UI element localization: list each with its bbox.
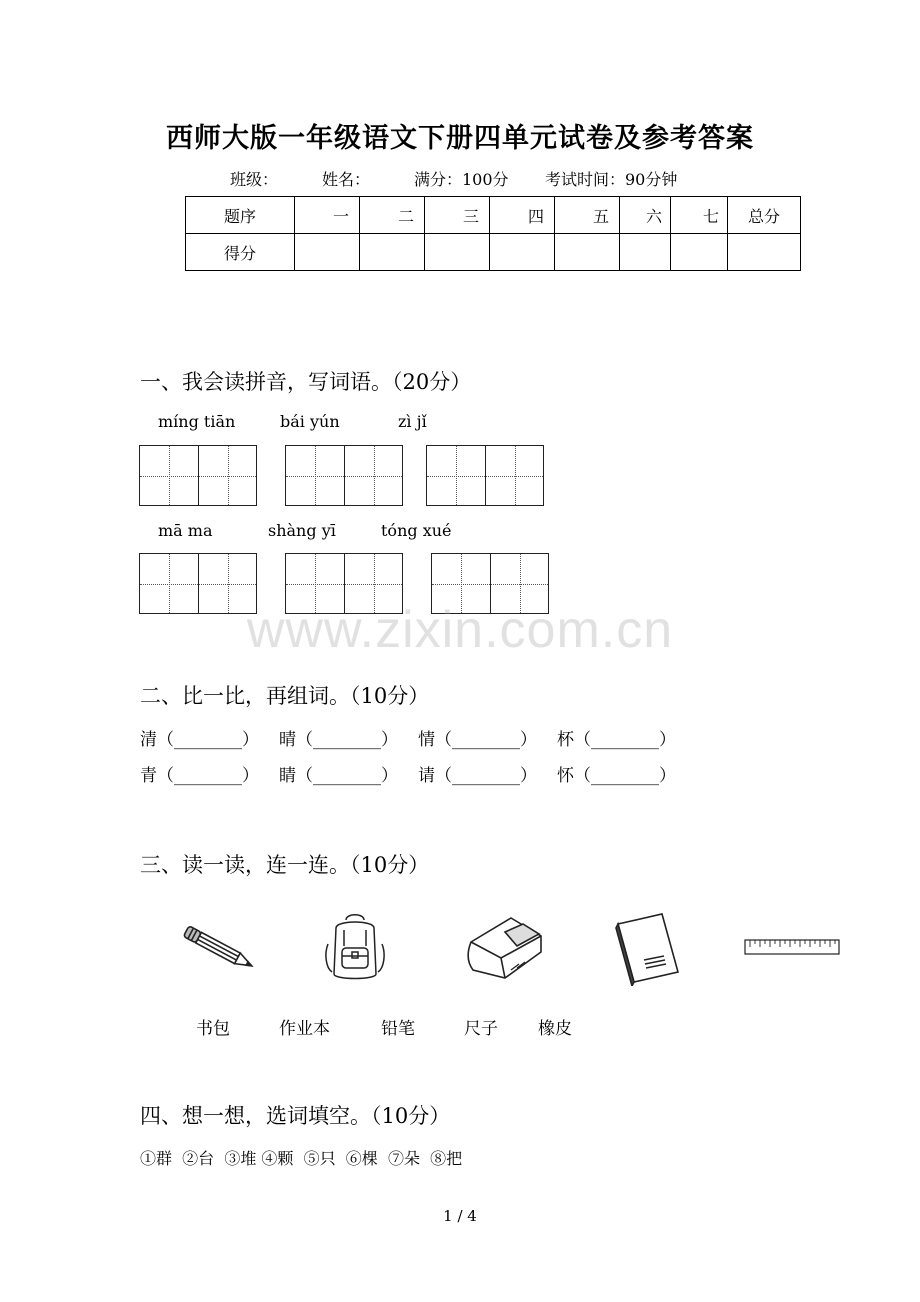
pinyin-label: tóng xué	[381, 521, 452, 540]
compare-item: 晴（________）	[279, 730, 398, 750]
writing-grid	[426, 445, 544, 506]
word-label: 书包	[196, 1019, 230, 1039]
section2-heading: 二、比一比，再组词。（10分）	[140, 684, 430, 708]
table-header-cell: 四	[490, 197, 555, 234]
pinyin-label: zì jǐ	[398, 412, 427, 431]
table-header-cell: 三	[425, 197, 490, 234]
table-header-cell: 总分	[728, 197, 801, 234]
compare-item: 情（________）	[418, 730, 537, 750]
table-header-cell: 题序	[186, 197, 295, 234]
score-cell	[671, 234, 728, 271]
full-score: 满分：100分	[414, 170, 509, 189]
compare-item: 杯（________）	[557, 730, 676, 750]
pinyin-label: bái yún	[280, 412, 340, 431]
score-cell	[490, 234, 555, 271]
table-header-cell: 一	[295, 197, 360, 234]
table-header-cell: 六	[620, 197, 671, 234]
section4-heading: 四、想一想，选词填空。（10分）	[140, 1104, 451, 1128]
table-header-cell: 七	[671, 197, 728, 234]
score-table-header-row	[186, 197, 801, 234]
word-label: 作业本	[279, 1019, 330, 1039]
compare-item: 清（________）	[140, 730, 259, 750]
score-table	[185, 196, 801, 271]
exam-time: 考试时间：90分钟	[545, 170, 678, 189]
ruler-icon	[744, 938, 840, 956]
score-table-score-row	[186, 234, 801, 271]
compare-item: 怀（________）	[557, 766, 676, 786]
compare-item: 睛（________）	[279, 766, 398, 786]
word-label: 尺子	[464, 1019, 498, 1039]
compare-item: 青（________）	[140, 766, 259, 786]
score-cell	[360, 234, 425, 271]
section3-heading: 三、读一读，连一连。（10分）	[140, 853, 430, 877]
score-cell	[425, 234, 490, 271]
word-label: 橡皮	[538, 1019, 572, 1039]
score-cell	[555, 234, 620, 271]
table-header-cell: 二	[360, 197, 425, 234]
writing-grid	[285, 445, 403, 506]
section1-heading: 一、我会读拼音，写词语。（20分）	[140, 370, 472, 394]
measure-word-options: ①群 ②台 ③堆 ④颗 ⑤只 ⑥棵 ⑦朵 ⑧把	[140, 1149, 463, 1168]
score-cell	[620, 234, 671, 271]
word-label: 铅笔	[381, 1019, 415, 1039]
class-label: 班级：	[230, 170, 279, 189]
watermark: www.zixin.com.cn	[246, 601, 674, 659]
pencil-icon	[176, 922, 260, 974]
name-label: 姓名：	[322, 170, 371, 189]
pinyin-label: mā ma	[158, 521, 213, 540]
page-title: 西师大版一年级语文下册四单元试卷及参考答案	[166, 123, 754, 154]
table-header-cell: 五	[555, 197, 620, 234]
table-row-label: 得分	[186, 234, 295, 271]
book-icon	[612, 910, 682, 986]
writing-grid	[139, 445, 257, 506]
backpack-icon	[322, 910, 388, 984]
pinyin-label: shàng yī	[268, 521, 336, 540]
compare-item: 请（________）	[418, 766, 537, 786]
pinyin-label: míng tiān	[158, 412, 236, 431]
score-cell	[295, 234, 360, 271]
eraser-icon	[465, 912, 545, 984]
page-number: 1 / 4	[443, 1207, 477, 1225]
score-cell	[728, 234, 801, 271]
